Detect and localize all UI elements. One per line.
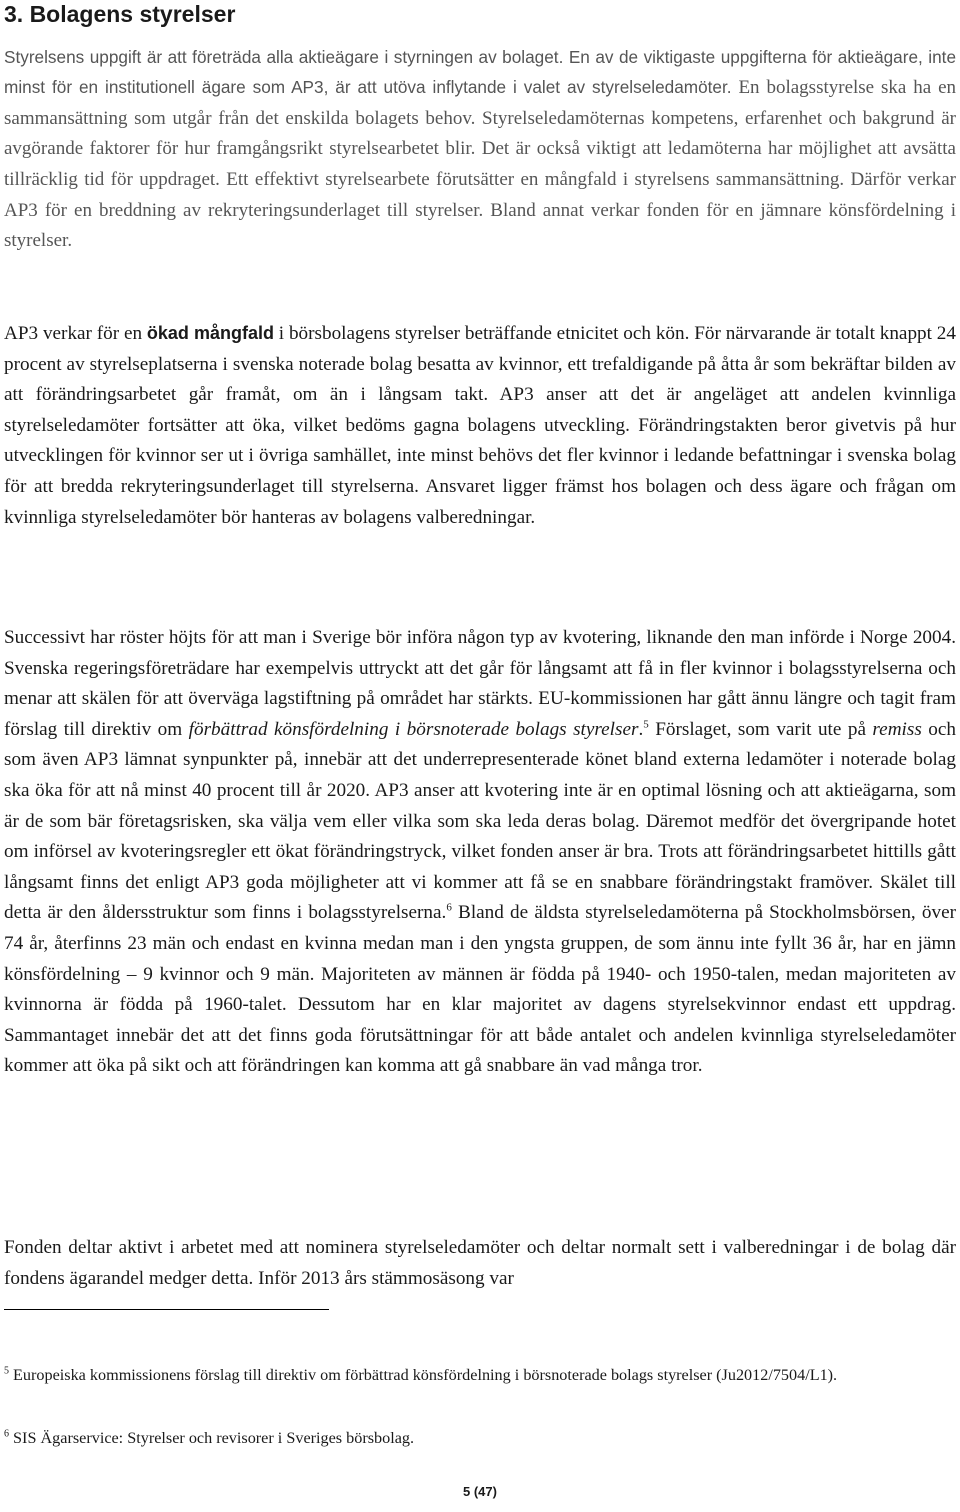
section-heading: 3. Bolagens styrelser <box>4 1 236 27</box>
footnote-5 <box>4 1360 956 1390</box>
paragraph-diversity <box>4 318 956 533</box>
quota-italic-directive: förbättrad könsfördelning i börsnoterade bolags styrelser <box>188 718 639 740</box>
page-number: 5 (47) <box>463 1484 497 1499</box>
quota-a: Successivt har röster höjts för att man i Sverige bör införa någon typ av kvotering, liknande den man införde i Norge 2004. Svenska regeringsföreträdare har exempelvis uttryckt att det går för långsamt att få in fler kvinnor i bolagsstyrelserna och menar att skälen för att överväga lagstiftning på området har stärkts. EU-kommissionen har gått ännu längre och tagit fram förslag till direktiv om <box>4 627 956 740</box>
quota-e: Bland de äldsta styrelseledamöterna på Stockholmsbörsen, över 74 år, återfinns 23 män och endast en kvinna medan man i den yngsta gruppen, de som ännu inte fyllt 36 år, har en jämn könsfördelning – 9 kvinnor och 9 män. Majoriteten av männen är födda på 1940- och 1950-talen, medan majoriteten av kvinnorna är födda på 1960-talet. Dessutom har en klar majoritet av dagens styrelsekvinnor endast ett uppdrag. Sammantaget innebär det att det finns goda förutsättningar för att både antalet och andelen kvinnliga styrelseledamöter kommer att öka på sikt och att förändringen kan komma att gå snabbare än vad många tror. <box>4 902 956 1077</box>
footnote-ref-6: 6 <box>446 901 452 914</box>
footnote-6 <box>4 1423 956 1453</box>
quota-b: . <box>638 718 644 740</box>
footnote-6-text: SIS Ägarservice: Styrelser och revisorer i Sveriges börsbolag. <box>9 1429 415 1447</box>
intro-sans-text: Styrelsens uppgift är att företräda alla aktieägare i styrningen av bolaget. En av de viktigaste uppgifterna för aktieägare, inte minst för en institutionell ägare som AP3, är att utöva inflytande i valet av styrelseledamöter. <box>4 47 956 98</box>
quota-c: Förslaget, som varit ute på <box>648 718 873 740</box>
quota-d: och som även AP3 lämnat synpunkter på, innebär att det underrepresenterade könet bland externa ledamöter i noterade bolag ska öka för att nå minst 40 procent till år 2020. AP3 anser att kvotering inte är en optimal lösning och att aktieägarna, som är de som bär företagsrisken, ska välja vem eller vilka som ska leda deras bolag. Däremot medför det övergripande hotet om införsel av kvoteringsregler ett ökat förändringstryck, vilket fonden anser är bra. Trots att förändringsarbetet hittills gått långsamt finns det enligt AP3 goda möjligheter att vi kommer att få se en snabbare förändringstakt framöver. Skälet till detta är den åldersstruktur som finns i bolagsstyrelserna. <box>4 718 956 924</box>
quota-italic-remiss: remiss <box>872 718 922 740</box>
footnote-5-text: Europeiska kommissionens förslag till direktiv om förbättrad könsfördelning i börsnoterade bolags styrelser (Ju2012/7504/L1). <box>9 1366 838 1384</box>
footnote-separator <box>4 1309 329 1310</box>
paragraph-nomination: Fonden deltar aktivt i arbetet med att nominera styrelseledamöter och deltar normalt sett i valberedningar i de bolag där fondens ägarandel medger detta. Inför 2013 års stämmosäsong var <box>4 1237 956 1289</box>
footnote-5-number: 5 <box>4 1365 9 1377</box>
diversity-bold: ökad mångfald <box>146 323 274 343</box>
footnote-ref-5: 5 <box>643 718 649 731</box>
diversity-post: i börsbolagens styrelser beträffande etnicitet och kön. För närvarande är totalt knappt 24 procent av styrelseplatserna i svenska noterade bolag besatta av kvinnor, ett trefaldigande på åtta år som bekräftar bilden av att förändringsarbetet går framåt, om än i långsam takt. AP3 anser att det är angeläget att andelen kvinnliga styrelseledamöter fortsätter att öka, vilket bedöms gagna bolagens utveckling. Förändringstakten beror givetvis på hur utvecklingen för kvinnor ser ut i övriga samhället, inte minst behövs det fler kvinnor i ledande befattningar i svenska bolag för att bredda rekryteringsunderlaget till styrelserna. Ansvaret ligger främst hos bolagen och dess ägare och frågan om kvinnliga styrelseledamöter bör hanteras av bolagens valberedningar. <box>4 323 956 528</box>
intro-serif-text: En bolagsstyrelse ska ha en sammansättning som utgår från det enskilda bolagets behov. Styrelseledamöternas kompetens, erfarenhet och bakgrund är avgörande faktorer för hur framgångsrikt styrelsearbetet blir. Det är också viktigt att ledamöterna har möjlighet att avsätta tillräcklig tid för uppdraget. Ett effektivt styrelsearbete förutsätter en mångfald i styrelsens sammansättning. Därför verkar AP3 för en breddning av rekryteringsunderlaget till styrelser. Bland annat verkar fonden för en jämnare könsfördelning i styrelser. <box>4 77 957 252</box>
diversity-pre: AP3 verkar för en <box>4 323 147 344</box>
paragraph-quota <box>4 623 956 1082</box>
paragraph-intro <box>4 42 956 257</box>
footnote-6-number: 6 <box>4 1428 9 1440</box>
